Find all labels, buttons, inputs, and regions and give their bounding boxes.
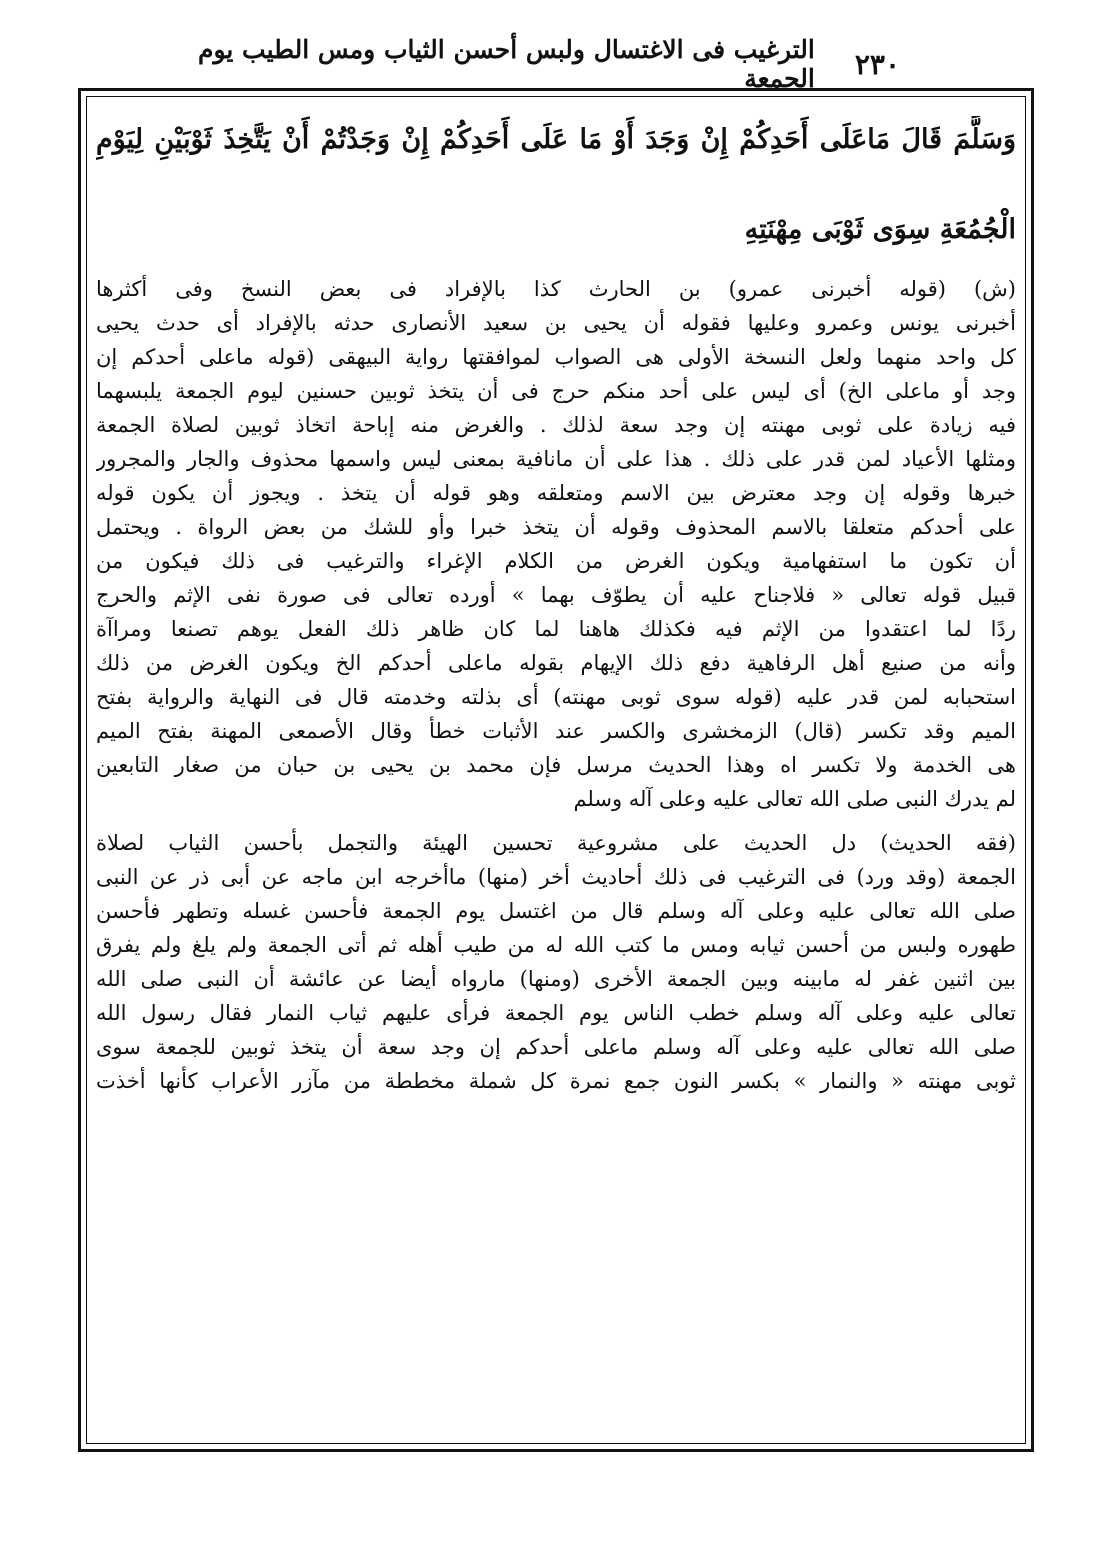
fiqh-paragraph	[96, 826, 1016, 1098]
commentary-line: على أحدكم متعلقا بالاسم المحذوف وقوله أن يتخذ خبرا وأو للشك من بعض الرواة . ويحتمل	[96, 515, 1016, 539]
commentary-line: لم يدرك النبى صلى الله تعالى عليه وعلى آله وسلم	[573, 787, 1016, 811]
fiqh-line: صلى الله تعالى عليه وعلى آله وسلم ماعلى أحدكم إن وجد سعة أن يتخذ ثوبين للجمعة سوى	[96, 1035, 1016, 1059]
fiqh-line: ثوبى مهنته « والنمار » بكسر النون جمع نمرة كل شملة مخططة من مآزر الأعراب كأنها أخذت	[96, 1069, 1016, 1093]
commentary-line: (ش) (قوله أخبرنى عمرو) بن الحارث كذا بالإفراد فى بعض النسخ وفى أكثرها	[96, 277, 1016, 301]
commentary-line: فيه زيادة على ثوبى مهنته إن وجد سعة لذلك . والغرض منه إباحة اتخاذ ثوبين لصلاة الجمعة	[96, 413, 1016, 437]
fiqh-line: الجمعة (وقد ورد) فى الترغيب فى ذلك أحاديث أخر (منها) ماأخرجه ابن ماجه عن أبى ذر عن النبى	[96, 865, 1016, 889]
text-area	[96, 116, 1016, 1432]
fiqh-line: بين اثنين غفر له مابينه وبين الجمعة الأخرى (ومنها) مارواه أيضا عن عائشة أن النبى صلى الله	[96, 967, 1016, 991]
page-number: ٢٣٠	[854, 47, 900, 81]
commentary-line: ومثلها الأعياد لمن قدر على ذلك . هذا على أن مانافية بمعنى ليس واسمها محذوف والجار والمجرور	[96, 447, 1016, 471]
commentary-line: كل واحد منهما ولعل النسخة الأولى هى الصواب لموافقتها رواية البيهقى (قوله ماعلى أحدكم إن	[96, 345, 1016, 369]
commentary-line: استحبابه لمن قدر عليه (قوله سوى ثوبى مهنته) أى بذلته وخدمته قال فى النهاية والرواية بفتح	[96, 685, 1016, 709]
hadith-line: الْجُمُعَةِ سِوَى ثَوْبَى مِهْنَتِهِ	[744, 214, 1016, 245]
commentary-line: ردًا لما اعتقدوا من الإثم فيه فكذلك هاهنا لما كان ظاهر ذلك الفعل يوهم تصنعا ومراآة	[96, 617, 1016, 641]
commentary-line: وأنه من صنيع أهل الرفاهية دفع ذلك الإيهام بقوله ماعلى أحدكم الخ ويكون الغرض من ذلك	[96, 651, 1016, 675]
commentary-line: هى الخدمة ولا تكسر اه وهذا الحديث مرسل فإن محمد بن يحيى بن حبان من صغار التابعين	[96, 753, 1016, 777]
commentary-line: خبرها وقوله إن وجد معترض بين الاسم ومتعلقه وهو قوله أن يتخذ . ويجوز أن يكون قوله	[96, 481, 1016, 505]
commentary-line: أن تكون ما استفهامية ويكون الغرض من الكلام الإغراء والترغيب فى ذلك فيكون من	[96, 549, 1016, 573]
commentary-line: قبيل قوله تعالى « فلاجناح عليه أن يطوّف بهما » أورده تعالى فى صورة نفى الإثم والحرج	[96, 583, 1016, 607]
commentary-line: وجد أو ماعلى الخ) أى ليس على أحد منكم حرج فى أن يتخذ ثوبين حسنين ليوم الجمعة يلبسهما	[96, 379, 1016, 403]
fiqh-line: تعالى عليه وعلى آله وسلم خطب الناس يوم الجمعة فرأى عليهم ثياب النمار فقال رسول الله	[96, 1001, 1016, 1025]
hadith-text	[96, 116, 1016, 254]
commentary-line: أخبرنى يونس وعمرو وعليها فقوله أن يحيى بن سعيد الأنصارى حدثه بالإفراد أى حدث يحيى	[96, 311, 1016, 335]
commentary-line: الميم وقد تكسر (قال) الزمخشرى والكسر عند الأثبات خطأ وقال الأصمعى المهنة بفتح الميم	[96, 719, 1016, 743]
fiqh-line: صلى الله تعالى عليه وعلى آله وسلم قال من اغتسل يوم الجمعة فأحسن غسله وتطهر فأحسن	[96, 899, 1016, 923]
running-head	[180, 35, 900, 93]
header-title: الترغيب فى الاغتسال ولبس أحسن الثياب ومس الطيب يوم الجمعة	[197, 35, 815, 93]
commentary-paragraph	[96, 272, 1016, 816]
fiqh-line: طهوره ولبس من أحسن ثيابه ومس ما كتب الله له من طيب أهله ثم أتى الجمعة ولم يلغ ولم يفرق	[96, 933, 1016, 957]
hadith-line: وَسَلَّمَ قَالَ مَاعَلَى أَحَدِكُمْ إِنْ وَجَدَ أَوْ مَا عَلَى أَحَدِكُمْ إِنْ وَجَدْتُمْ أَنْ يَتَّخِذَ ثَوْبَيْنِ لِيَوْمِ	[96, 124, 1016, 155]
fiqh-line: (فقه الحديث) دل الحديث على مشروعية تحسين الهيئة والتجمل بأحسن الثياب لصلاة	[96, 831, 1016, 855]
